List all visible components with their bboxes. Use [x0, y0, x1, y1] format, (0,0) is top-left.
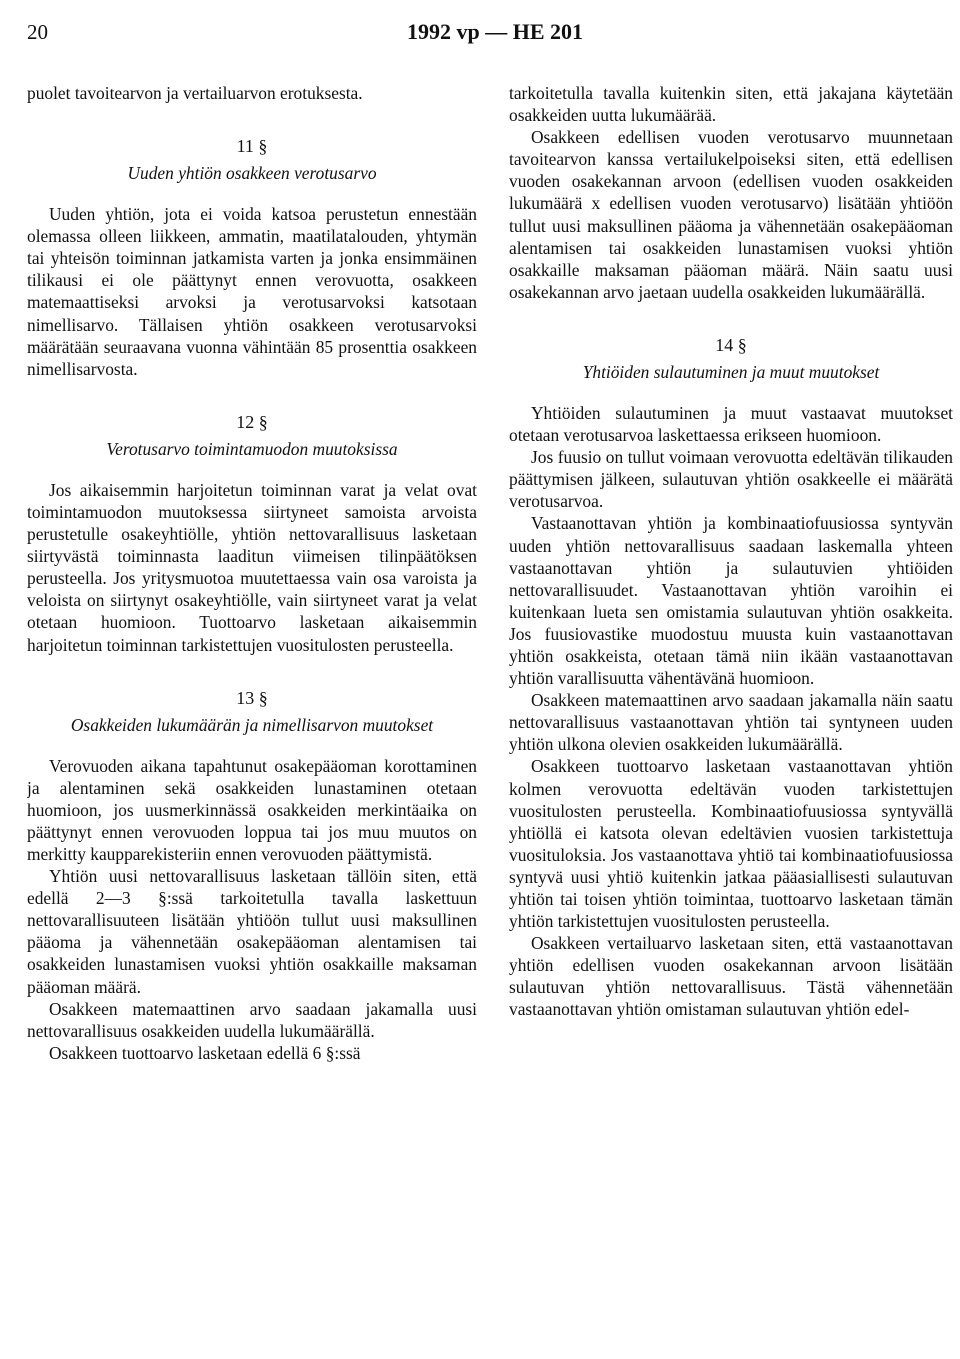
section-number: 12 §	[236, 411, 268, 432]
paragraph: Osakkeen vertailuarvo lasketaan siten, että vastaanottavan yhtiön edellisen vuoden osakekannan arvoon lisätään sulautuvan yhtiön nettovarallisuus. Tästä vähennetään vastaanottavan yhtiön omistaman sulautuvan yhtiön edel-	[509, 933, 953, 1020]
paragraph: Vastaanottavan yhtiön ja kombinaatiofuusiossa syntyvän uuden yhtiön nettovarallisuus saadaan laskemalla yhteen vastaanottavan yhtiön ja sulautuvien yhtiöiden nettovarallisuudet. Vastaanottavan yhtiön varoihin ei kuitenkaan lueta sen omistamia sulautuvan yhtiön osakkeita. Jos fuusiovastike muodostuu muusta kuin vastaanottavan yhtiön osakkeista, otetaan tämä niin ikään vastaanottavan yhtiön varallisuutta vähentävänä huomioon.	[509, 513, 953, 689]
section-number: 11 §	[236, 136, 268, 157]
paragraph: Osakkeen tuottoarvo lasketaan vastaanottavan yhtiön kolmen verovuotta edeltävän vuoden tarkistettujen vuositulosten perusteella. Kombinaatiofuusiossa syntyvällä yhtiöllä ei katsota olevan edeltävien vuosien tarkistettuja vuosituloksia. Jos vastaanottava yhtiö tai kombinaatiofuusiossa syntyvä uusi yhtiö kuitenkin jatkaa pääasiallisesti sulautuvan yhtiön tai toisen yhtiön toimintaa, tuottoarvo lasketaan tämän yhtiön tarkistettujen vuositulosten perusteella.	[509, 756, 953, 932]
paragraph: Osakkeen matemaattinen arvo saadaan jakamalla näin saatu nettovarallisuus vastaanottavan yhtiön tai syntyneen uuden yhtiön ulkona olevien osakkeiden lukumäärällä.	[509, 690, 953, 755]
running-head: 1992 vp — HE 201	[406, 19, 584, 44]
paragraph: Jos fuusio on tullut voimaan verovuotta edeltävän tilikauden päättymisen jälkeen, sulautuvan yhtiön osakkeelle ei määrätä verotusarvoa.	[509, 447, 953, 512]
section-title: Uuden yhtiön osakkeen verotusarvo	[127, 163, 377, 184]
paragraph: tarkoitetulla tavalla kuitenkin siten, että jakajana käytetään osakkeiden uutta lukumäärää.	[509, 83, 953, 126]
paragraph: puolet tavoitearvon ja vertailuarvon erotuksesta.	[27, 83, 363, 103]
paragraph: Yhtiöiden sulautuminen ja muut vastaavat muutokset otetaan verotusarvoa laskettaessa erikseen huomioon.	[509, 402, 953, 446]
paragraph: Osakkeen edellisen vuoden verotusarvo muunnetaan tavoitearvon kanssa vertailukelpoiseksi siten, että edellisen vuoden osakekannan arvoon (edellisen vuoden osakkeiden lukumäärä x edellisen vuoden verotusarvo) lisätään yhtiöön tullut uusi maksullinen pääoma ja vähennetään osakepääoman alentamisen tai osakkeiden lunastamisen vuoksi yhtiön osakkaille maksaman pääoman määrä. Näin saatu uusi osakekannan arvo jaetaan uudella osakkeiden lukumäärällä.	[509, 127, 953, 302]
paragraph: Osakkeen tuottoarvo lasketaan edellä 6 §:ssä	[49, 1042, 361, 1063]
left-column	[27, 82, 477, 1352]
section-title: Verotusarvo toimintamuodon muutoksissa	[106, 438, 398, 459]
paragraph: Uuden yhtiön, jota ei voida katsoa perustetun ennestään olemassa olleen liikkeen, ammatin, maatilatalouden, yhtymän tai yhteisön toiminnan jatkamista varten ja jonka ensimmäinen tilikausi ei ole päättynyt ennen verovuotta, osakkeen matemaattiseksi arvoksi ja verotusarvoksi katsotaan nimellisarvo. Tällaisen yhtiön osakkeen verotusarvoksi määrätään seuraavana vuonna vähintään 85 prosenttia osakkeen nimellisarvosta.	[27, 204, 477, 379]
section-title: Osakkeiden lukumäärän ja nimellisarvon muutokset	[70, 714, 434, 735]
paragraph: Osakkeen matemaattinen arvo saadaan jakamalla uusi nettovarallisuus osakkeiden uudella lukumäärällä.	[27, 998, 477, 1041]
section-title: Yhtiöiden sulautuminen ja muut muutokset	[582, 361, 880, 382]
section-number: 14 §	[715, 334, 747, 355]
page-header	[0, 0, 960, 70]
section-number: 13 §	[236, 687, 268, 708]
paragraph: Yhtiön uusi nettovarallisuus lasketaan tällöin siten, että edellä 2—3 §:ssä tarkoitetulla tavalla laskettuun nettovarallisuuteen lisätään yhtiöön tullut uusi maksullinen pääoma ja vähennetään osakepääoman alentamisen tai osakkeiden lunastamisen vuoksi yhtiön osakkaille maksaman pääoman määrä.	[27, 866, 477, 997]
paragraph: Verovuoden aikana tapahtunut osakepääoman korottaminen ja alentaminen sekä osakkeiden lunastaminen otetaan huomioon, jos uusmerkinnässä osakkeiden merkintäaika on päättynyt ennen verovuoden loppua tai jos muu muutos on merkitty kaupparekisteriin ennen verovuoden päättymistä.	[27, 755, 477, 864]
right-column	[509, 82, 953, 1352]
page-number: 20	[27, 20, 48, 44]
paragraph: Jos aikaisemmin harjoitetun toiminnan varat ja velat ovat toimintamuodon muutoksessa siirtyneet samoista arvoista perustetulle osakeyhtiölle, yhtiön nettovarallisuus lasketaan siirtyvästä toiminnasta laaditun viimeisen tilinpäätöksen perusteella. Jos yritysmuotoa muutettaessa vain osa varoista ja veloista on siirtynyt osakeyhtiölle, vain siirtyneet varat ja velat otetaan huomioon. Tuottoarvo lasketaan aikaisemmin harjoitetun toiminnan tarkistettujen vuositulosten perusteella.	[27, 479, 477, 655]
